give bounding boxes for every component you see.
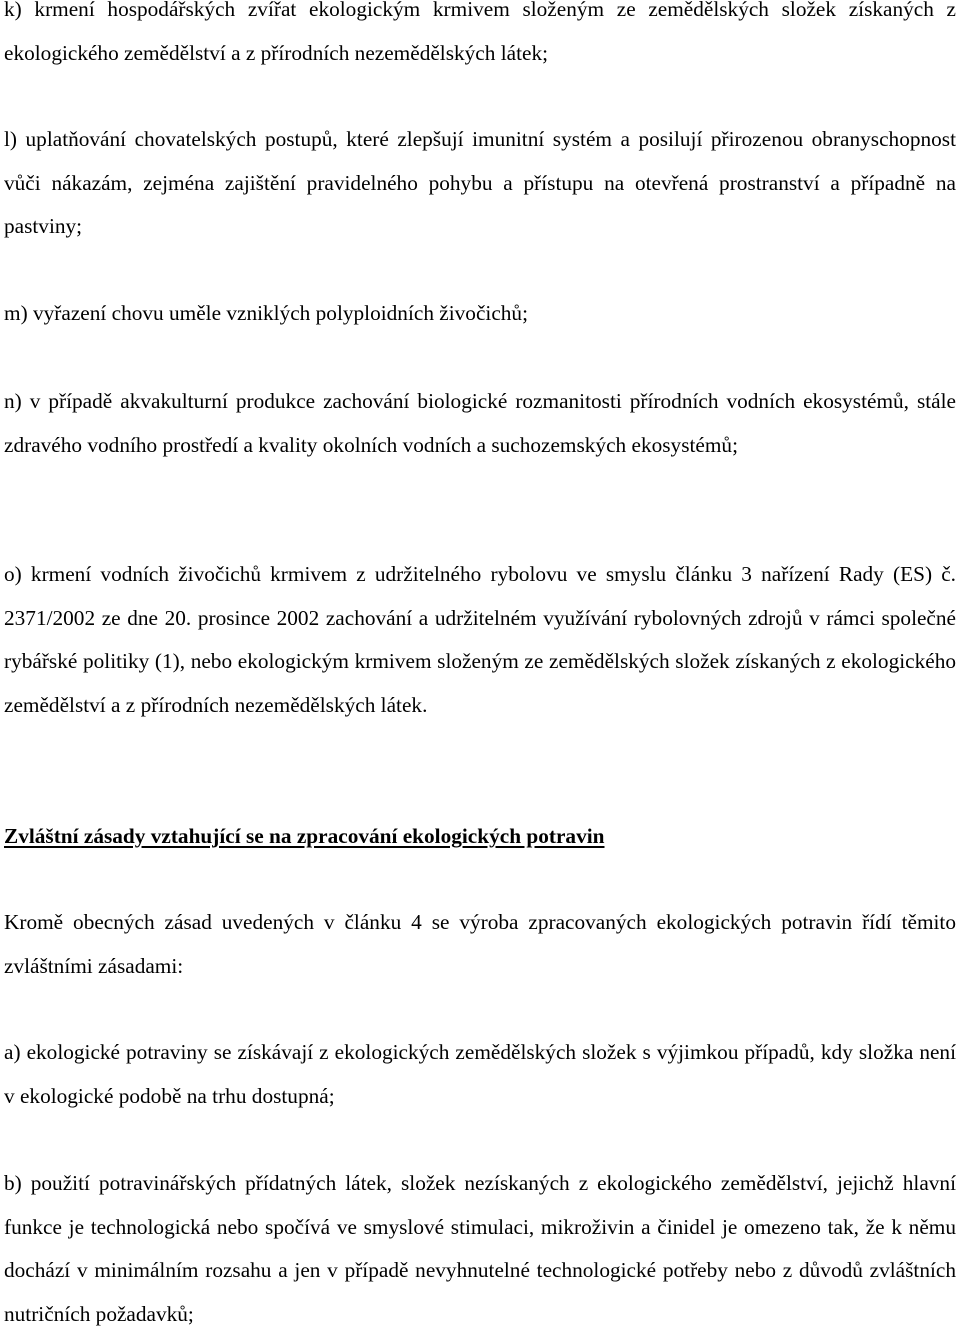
paragraph-k: k) krmení hospodářských zvířat ekologickým krmivem složeným ze zemědělských složek získaných z ekologického zemědělství a z přírodních nezemědělských látek;: [4, 0, 956, 65]
paragraph-o: o) krmení vodních živočichů krmivem z udržitelného rybolovu ve smyslu článku 3 nařízení Rady (ES) č. 2371/2002 ze dne 20. prosince 2002 zachování a udržitelném využívání rybolovných zdrojů v rámci společné rybářské politiky (1), nebo ekologickým krmivem složeným ze zemědělských složek získaných z ekologického zemědělství a z přírodních nezemědělských látek.: [4, 562, 956, 717]
section-heading: Zvláštní zásady vztahující se na zpracování ekologických potravin: [4, 824, 605, 848]
paragraph-l: l) uplatňování chovatelských postupů, které zlepšují imunitní systém a posilují přirozenou obranyschopnost vůči nákazám, zejména zajištění pravidelného pohybu a přístupu na otevřená prostranství a případně na pastviny;: [4, 127, 956, 239]
paragraph-n: n) v případě akvakulturní produkce zachování biologické rozmanitosti přírodních vodních ekosystémů, stále zdravého vodního prostředí a kvality okolních vodních a suchozemských ekosystémů;: [4, 389, 956, 457]
paragraph-m: m) vyřazení chovu uměle vzniklých polyploidních živočichů;: [4, 301, 528, 325]
item-b: b) použití potravinářských přídatných látek, složek nezískaných z ekologického zemědělství, jejichž hlavní funkce je technologická nebo spočívá ve smyslové stimulaci, mikroživin a činidel je omezeno tak, že k němu dochází v minimálním rozsahu a jen v případě nevyhnutelné technologické potřeby nebo z důvodů zvláštních nutričních požadavků;: [4, 1171, 956, 1326]
item-a: a) ekologické potraviny se získávají z ekologických zemědělských složek s výjimkou případů, kdy složka není v ekologické podobě na trhu dostupná;: [4, 1040, 956, 1108]
section-intro: Kromě obecných zásad uvedených v článku 4 se výroba zpracovaných ekologických potravin řídí těmito zvláštními zásadami:: [4, 910, 956, 978]
